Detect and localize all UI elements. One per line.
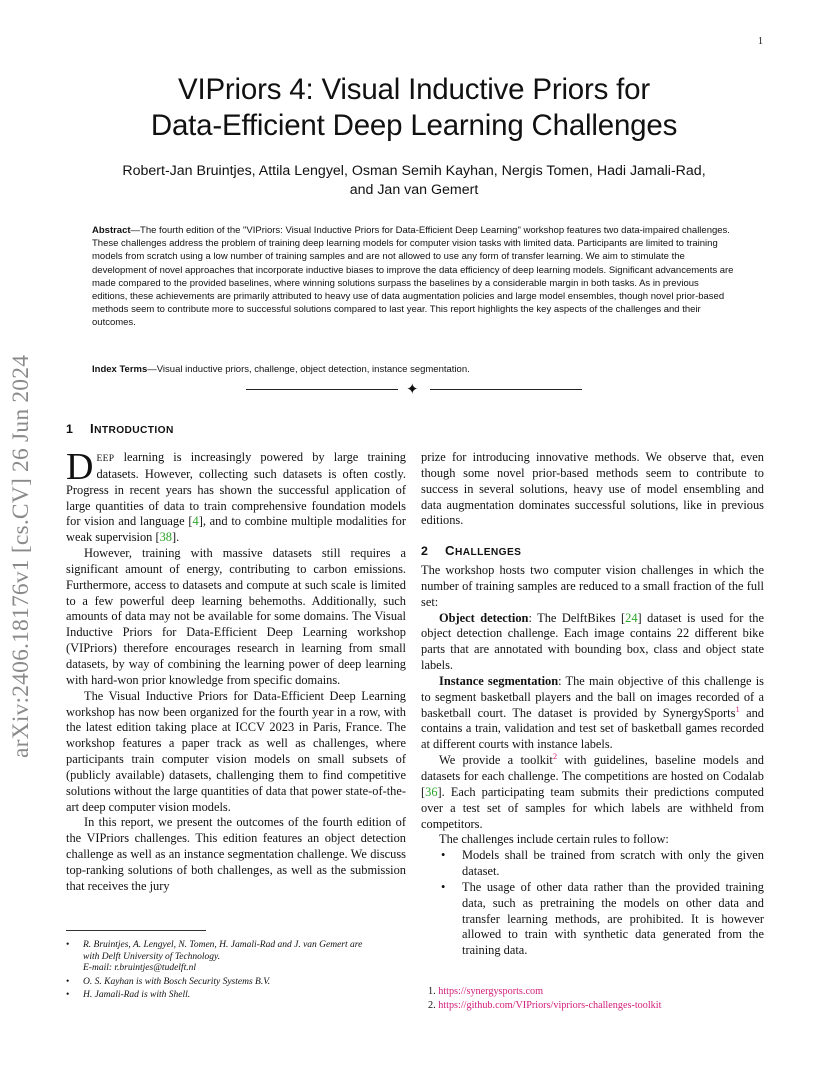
intro-paragraph-4: In this report, we present the outcomes of the fourth edition of the VIPriors challenges. This edition features an object detection challenge as well as an instance segmentation challenge. We discuss top-ranking solutions of both challenges, as well as the submission that receives the jury (66, 815, 406, 893)
abstract-text: The fourth edition of the "VIPriors: Visual Inductive Priors for Data-Efficient Deep Learning" workshop features two data-impaired challenges. These challenges address the problem of training deep learning models for computer vision tasks with limited data. Participants are limited to training models from scratch using a low number of training samples and are not allowed to use any form of transfer learning. We aim to stimulate the development of novel approaches that incorporate inductive biases to improve the data efficiency of deep learning models. Significant advancements are made compared to the provided baselines, where winning solutions surpass the baselines by a considerable margin in both tasks. As in previous editions, these achievements are primarily attributed to heavy use of data augmentation policies and large model ensembles, though novel prior-based methods seem to contribute more to successful solutions compared to last year. This report highlights the key aspects of the challenges and their outcomes. (92, 225, 734, 329)
authors-line-2: and Jan van Gemert (349, 182, 479, 198)
abstract-dash: — (130, 225, 141, 236)
toolkit-text-a: We provide a toolkit (439, 753, 553, 768)
intro-paragraph-2: However, training with massive datasets still requires a significant amount of energy, contributing to carbon emissions. Furthermore, access to datasets and compute at such scale is limited to a few powerful deep learning behemoths. Additionally, such amounts of data may not be available for some domains. The Visual Inductive Priors for Data-Efficient Deep Learning workshop (VIPriors) therefore encourages research in learning from small datasets, by way of combining the learning power of deep learning with hard-won prior knowledge from specific domains. (66, 546, 406, 687)
instance-segmentation-paragraph (421, 674, 764, 753)
intro-p1-text-c: ]. (172, 530, 180, 545)
footnote-item (66, 977, 412, 989)
title-line-1: VIPriors 4: Visual Inductive Priors for (177, 73, 651, 106)
url-footnotes (428, 985, 661, 1013)
arxiv-stamp: arXiv:2406.18176v1 [cs.CV] 26 Jun 2024 (8, 354, 34, 758)
rule-item: • Models shall be trained from scratch with only the given dataset. (421, 848, 764, 880)
footnote-marker-link[interactable]: 1 (735, 703, 740, 714)
rules-intro: The challenges include certain rules to follow: (439, 832, 669, 847)
separator-diamond-icon: ✦ (406, 380, 419, 398)
abstract-label: Abstract (92, 225, 131, 236)
url-footnote-number: 1. (428, 986, 436, 997)
citation-link[interactable]: 38 (159, 530, 172, 545)
instance-segmentation-label: Instance segmentation (439, 673, 559, 688)
footnote-line: O. S. Kayhan is with Bosch Security Systems B.V. (83, 976, 271, 987)
abstract (92, 224, 736, 330)
citation-link[interactable]: 4 (192, 514, 199, 529)
small-caps-word: EEP (96, 453, 115, 464)
rules-list (421, 848, 764, 959)
right-column (421, 450, 764, 529)
section-heading-introduction (66, 421, 174, 436)
synergysports-link[interactable]: https://synergysports.com (438, 986, 543, 997)
citation-link[interactable]: 36 (425, 784, 438, 799)
toolkit-paragraph (421, 753, 764, 832)
object-detection-label: Object detection (439, 610, 529, 625)
rule-item: • The usage of other data rather than the provided training data, such as pretraining the models on other data and transfer learning methods, are prohibited. It is however allowed to train with synthetic data generated from the training data. (421, 880, 764, 959)
intro-paragraph-3: The Visual Inductive Priors for Data-Efficient Deep Learning workshop has now been organized for the fourth year in a row, with the latest edition taking place at ICCV 2023 in Paris, France. The workshop features a paper track as well as challenges, where participants train computer vision models on small subsets of (publicly available) datasets, challenging them to find competitive solutions without the large quantities of data that power state-of-the-art deep computer vision models. (66, 688, 406, 814)
separator-rule-left (246, 389, 398, 390)
toolkit-text-c: ]. Each participating team submits their predictions computed over a test set of samples for which labels are withheld from competitors. (421, 784, 764, 831)
section-initial: C (445, 543, 455, 558)
separator-rule-right (430, 389, 582, 390)
citation-link[interactable]: 24 (625, 610, 638, 625)
challenges-paragraph-1: The workshop hosts two computer vision challenges in which the number of training samples are reduced to a small fraction of the full set: (421, 563, 764, 609)
section-title-rest: HALLENGES (454, 547, 522, 558)
authors-line-1: Robert-Jan Bruintjes, Attila Lengyel, Osman Semih Kayhan, Nergis Tomen, Hadi Jamali-Rad, (122, 163, 706, 179)
title-line-2: Data-Efficient Deep Learning Challenges (150, 109, 678, 142)
footnote-line: H. Jamali-Rad is with Shell. (83, 990, 191, 1001)
affiliation-footnotes (66, 940, 412, 1004)
paper-title (70, 72, 758, 144)
challenges-body (421, 563, 764, 959)
page-number: 1 (758, 36, 763, 47)
toolkit-text-b: with guidelines, baseline models and datasets for each challenge. The competitions are hosted on Codalab [ (421, 753, 765, 799)
intro-paragraph-5: prize for introducing innovative methods. We observe that, even though some novel prior-based methods seem to contribute to success in several solutions, heavy use of model ensembling and data augmentation dominates successful solutions, like in previous editions. (421, 450, 764, 528)
footnote-marker-link[interactable]: 2 (552, 751, 558, 761)
od-text-b: ] dataset is used for the object detection challenge. Each image contains 22 different bike parts that are annotated with bounding box, class and object state labels. (421, 610, 764, 673)
footnote-line: • R. Bruintjes, A. Lengyel, N. Tomen, H. Jamali-Rad and J. van Gemert are (83, 940, 363, 950)
url-footnote-number: 2. (428, 1000, 436, 1011)
section-heading-challenges (421, 543, 521, 558)
object-detection-paragraph (421, 611, 764, 674)
index-terms-text: Visual inductive priors, challenge, object detection, instance segmentation. (156, 364, 470, 375)
drop-cap: D (66, 446, 94, 488)
footnote-item (66, 990, 412, 1002)
index-terms-dash: — (147, 364, 157, 375)
toolkit-github-link[interactable]: https://github.com/VIPriors/vipriors-challenges-toolkit (438, 1000, 662, 1011)
left-column (66, 446, 406, 895)
index-terms (92, 363, 736, 376)
is-text-a: : The main objective of this challenge is to segment basketball players and the ball on images recorded of a basketball court. The dataset is provided by SynergySports (421, 673, 764, 720)
section-title-rest: NTRODUCTION (94, 425, 174, 436)
intro-p1-text-a: learning is increasingly powered by large training datasets. However, collecting such datasets is often costly. Progress in recent years has shown the successful application of large quantities of data to train comprehensive foundation models for vision and language [ (66, 450, 406, 529)
is-text-b: and contains a train, validation and test set of basketball games recorded at different courts with instance labels. (421, 705, 764, 752)
section-initial: I (90, 421, 95, 436)
intro-p1-text-b: ], and to combine multiple modalities for weak supervision [ (66, 514, 406, 545)
intro-paragraph-1 (66, 446, 406, 546)
footnote-item (66, 940, 412, 975)
footnote-rule (66, 930, 206, 931)
footnote-email: E-mail: r.bruintjes@tudelft.nl (83, 963, 196, 974)
od-text-a: : The DelftBikes [ (528, 610, 626, 625)
author-list (90, 162, 738, 200)
url-footnote-item (428, 999, 661, 1013)
index-terms-label: Index Terms (92, 364, 148, 375)
section-number: 1 (66, 422, 74, 436)
section-number: 2 (421, 544, 429, 558)
footnote-line: with Delft University of Technology. (83, 951, 221, 962)
url-footnote-item (428, 985, 661, 999)
